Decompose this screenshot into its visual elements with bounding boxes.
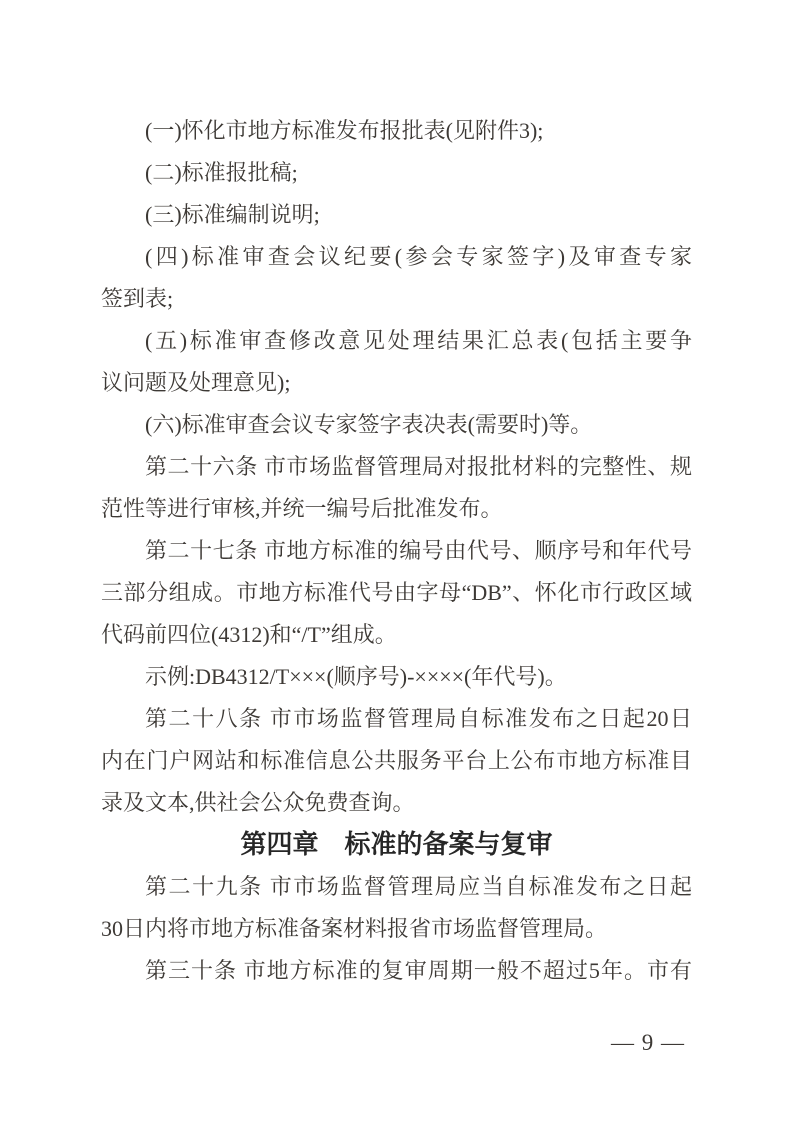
text-line: 三部分组成。市地方标准代号由字母“DB”、怀化市行政区域 [101, 580, 692, 605]
document-body [101, 110, 692, 992]
text-line: 第二十八条 市市场监督管理局自标准发布之日起20日 [145, 706, 692, 731]
text-line: (四)标准审查会议纪要(参会专家签字)及审查专家 [145, 244, 692, 269]
page-number: — 9 — [611, 1030, 685, 1055]
text-line: (一)怀化市地方标准发布报批表(见附件3); [145, 118, 544, 143]
text-line: 示例:DB4312/T×××(顺序号)-××××(年代号)。 [145, 664, 567, 689]
text-line: 第三十条 市地方标准的复审周期一般不超过5年。市有 [145, 958, 692, 983]
text-line: (六)标准审查会议专家签字表决表(需要时)等。 [145, 412, 593, 437]
text-line: 第二十九条 市市场监督管理局应当自标准发布之日起 [145, 874, 692, 899]
text-line: 范性等进行审核,并统一编号后批准发布。 [101, 496, 503, 521]
chapter-heading: 第四章 标准的备案与复审 [240, 830, 553, 860]
text-line: 第二十七条 市地方标准的编号由代号、顺序号和年代号 [145, 538, 692, 563]
text-line: 30日内将市地方标准备案材料报省市场监督管理局。 [101, 916, 608, 941]
text-line: (五)标准审查修改意见处理结果汇总表(包括主要争 [145, 328, 692, 353]
text-line: 内在门户网站和标准信息公共服务平台上公布市地方标准目 [101, 748, 692, 773]
text-line: (二)标准报批稿; [145, 160, 298, 185]
text-line: 代码前四位(4312)和“/T”组成。 [101, 622, 397, 647]
text-line: 录及文本,供社会公众免费查询。 [101, 790, 415, 815]
text-line: 议问题及处理意见); [101, 370, 291, 395]
text-line: 第二十六条 市市场监督管理局对报批材料的完整性、规 [145, 454, 692, 479]
text-line: (三)标准编制说明; [145, 202, 320, 227]
text-line: 签到表; [101, 286, 174, 311]
